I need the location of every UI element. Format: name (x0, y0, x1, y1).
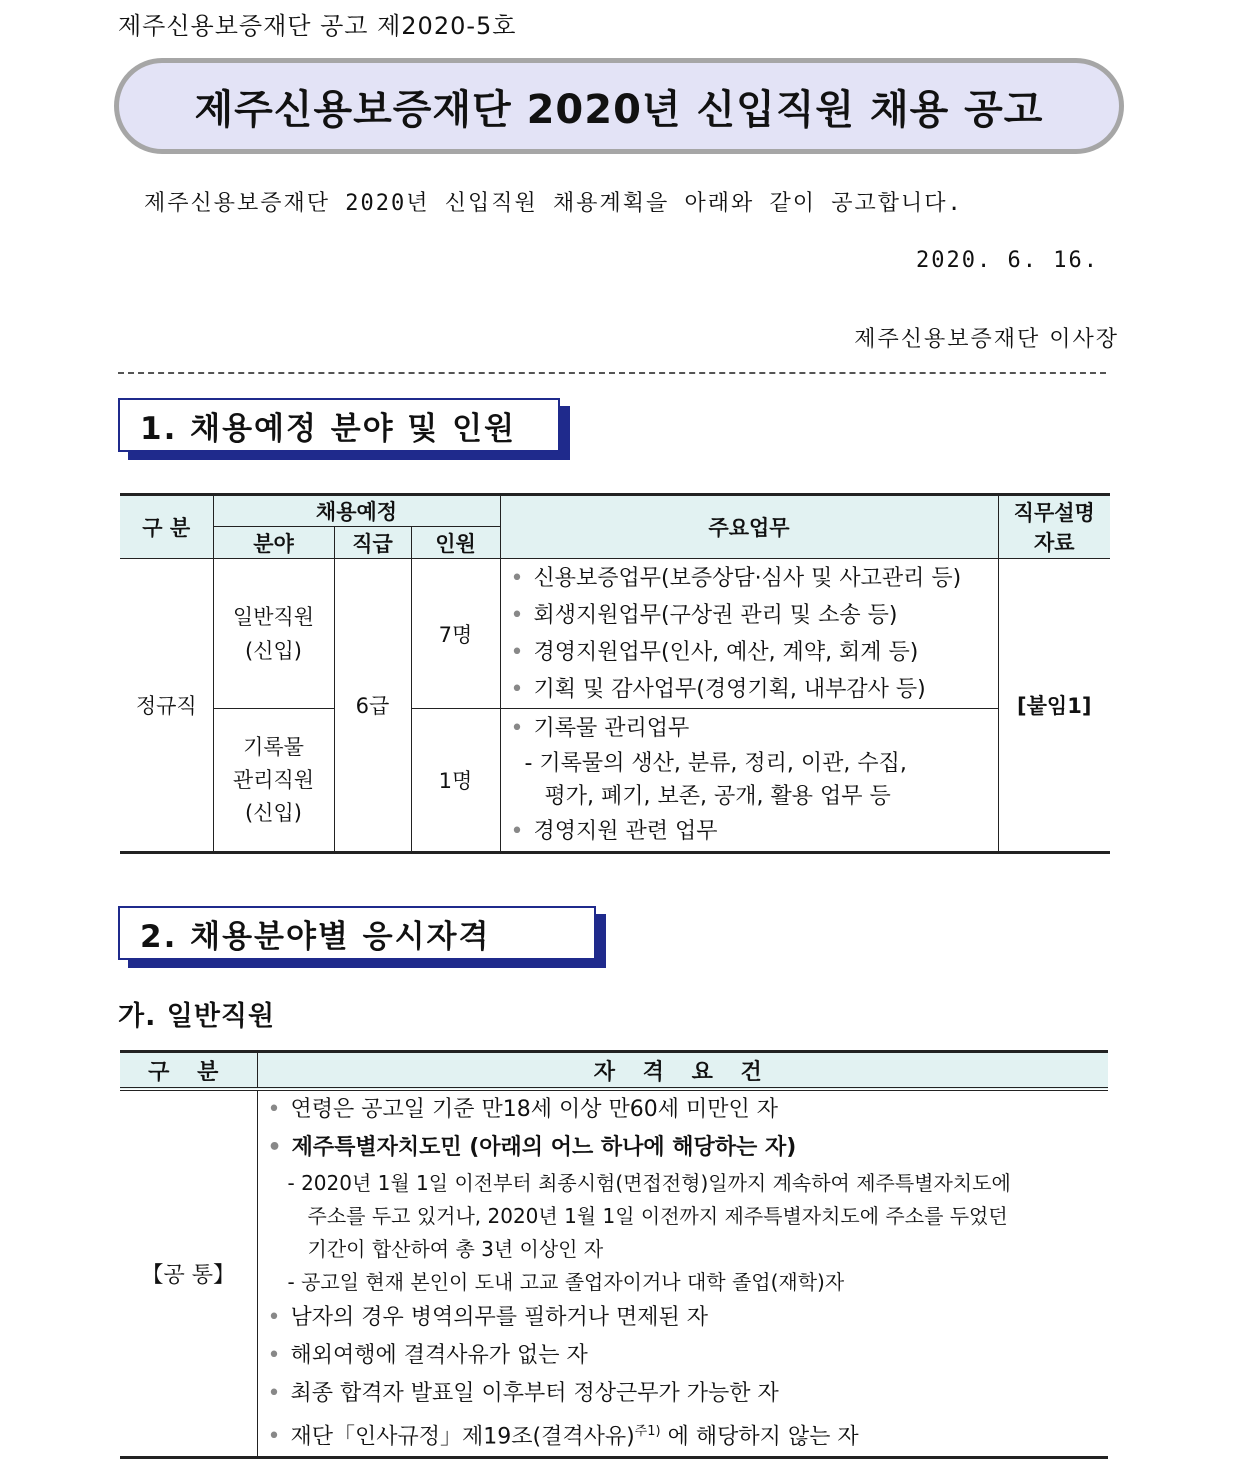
section-1-heading: 1. 채용예정 분야 및 인원 (140, 410, 517, 447)
list-sub-item: 주소를 두고 있거나, 2020년 1월 1일 이전까지 제주특별자치도에 주소를 두었던 (307, 1204, 1008, 1228)
section-2-heading: 2. 채용분야별 응시자격 (140, 918, 491, 955)
signer: 제주신용보증재단 이사장 (854, 327, 1119, 352)
header-plan: 채용예정 (213, 495, 500, 527)
qualification-table (120, 1050, 1108, 1459)
field-records-line-3: (신입) (245, 800, 302, 825)
cell-common: 【공 통】 (120, 1089, 257, 1458)
cell-duties-records (500, 709, 998, 853)
list-item: • 경영지원 관련 업무 (510, 819, 718, 844)
recruitment-plan-table (120, 493, 1110, 854)
header-category: 구 분 (120, 1052, 257, 1090)
section-1-heading-box (118, 398, 560, 452)
field-records-line-2: 관리직원 (232, 767, 315, 792)
list-sub-item: - 기록물의 생산, 분류, 정리, 이관, 수집, (524, 751, 907, 776)
list-item: • 남자의 경우 병역의무를 필하거나 면제된 자 (267, 1305, 708, 1330)
list-item: • 재단「인사규정」제19조(결격사유)$^{주1)}$ 에 해당하지 않는 자 (267, 1424, 859, 1450)
header-doc-line-2: 자료 (1033, 531, 1075, 555)
header-grade: 직급 (334, 527, 411, 559)
notice-date: 2020. 6. 16. (916, 248, 1099, 273)
notice-number: 제주신용보증재단 공고 제2020-5호 (118, 12, 517, 40)
list-sub-item: 평가, 폐기, 보존, 공개, 활용 업무 등 (544, 784, 891, 809)
list-item: • 경영지원업무(인사, 예산, 계약, 회계 등) (510, 639, 919, 665)
field-general-line-1: 일반직원 (232, 604, 315, 629)
cell-category: 정규직 (120, 559, 213, 853)
list-item: • 최종 합격자 발표일 이후부터 정상근무가 가능한 자 (267, 1381, 779, 1406)
intro-text: 제주신용보증재단 2020년 신입직원 채용계획을 아래와 같이 공고합니다. (144, 191, 963, 216)
cell-field-general (213, 559, 334, 709)
list-sub-item: - 2020년 1월 1일 이전부터 최종시험(면접전형)일까지 계속하여 제주특별자치도에 (287, 1171, 1011, 1195)
header-field: 분야 (213, 527, 334, 559)
section-2-heading-box (118, 906, 596, 960)
cell-count-general: 7명 (411, 559, 500, 709)
field-records-line-1: 기록물 (243, 734, 304, 759)
dashed-divider (118, 372, 1106, 374)
list-item: • 신용보증업무(보증상담·심사 및 사고관리 등) (510, 565, 962, 591)
cell-count-records: 1명 (411, 709, 500, 853)
list-item: • 연령은 공고일 기준 만18세 이상 만60세 미만인 자 (267, 1097, 778, 1122)
header-count: 인원 (411, 527, 500, 559)
list-sub-item: 기간이 합산하여 총 3년 이상인 자 (307, 1237, 604, 1261)
cell-requirements (257, 1089, 1108, 1458)
header-doc-line-1: 직무설명 (1013, 501, 1095, 525)
title-banner (114, 58, 1124, 154)
list-item: • 제주특별자치도민 (아래의 어느 하나에 해당하는 자) (267, 1135, 797, 1160)
list-item: • 회생지원업무(구상권 관리 및 소송 등) (510, 602, 898, 628)
list-item: • 기획 및 감사업무(경영기획, 내부감사 등) (510, 676, 926, 702)
field-general-line-2: (신입) (245, 638, 302, 663)
cell-grade: 6급 (334, 559, 411, 853)
cell-duties-general (500, 559, 998, 709)
header-doc (998, 495, 1110, 559)
sub-heading-general: 가. 일반직원 (118, 1001, 276, 1032)
cell-doc: [붙임1] (998, 559, 1110, 853)
header-category: 구 분 (120, 495, 213, 559)
list-sub-item: - 공고일 현재 본인이 도내 고교 졸업자이거나 대학 졸업(재학)자 (287, 1270, 845, 1294)
list-item: • 기록물 관리업무 (510, 716, 690, 741)
page-title: 제주신용보증재단 2020년 신입직원 채용 공고 (194, 86, 1044, 133)
footnote-marker: 주1) (634, 1424, 661, 1439)
list-item: • 해외여행에 결격사유가 없는 자 (267, 1343, 588, 1368)
cell-field-records (213, 709, 334, 853)
header-requirements: 자 격 요 건 (257, 1052, 1108, 1090)
header-duties: 주요업무 (500, 495, 998, 559)
